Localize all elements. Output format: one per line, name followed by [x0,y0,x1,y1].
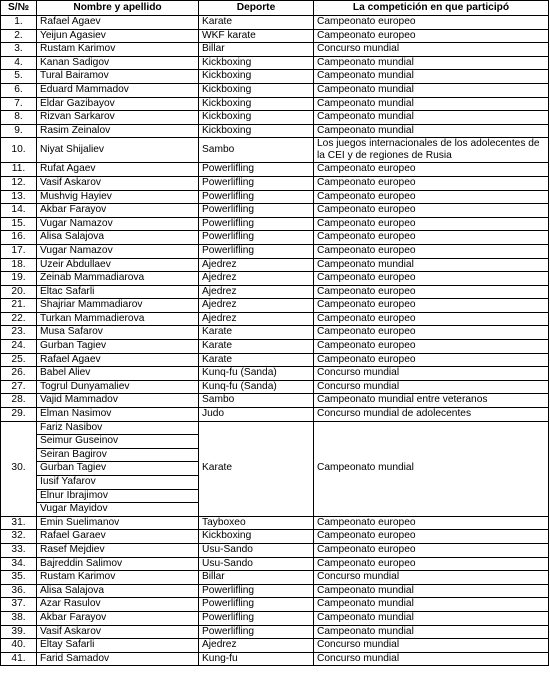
row-name: Turkan Mammadierova [37,312,199,326]
row-competition: Campeonato europeo [314,543,549,557]
row-number: 35. [1,571,37,585]
row-name: Seiran Bagirov [37,448,199,462]
row-sport: Ajedrez [199,258,314,272]
row-sport: Powerlifling [199,190,314,204]
row-competition: Concurso mundial [314,43,549,57]
row-competition: Campeonato europeo [314,516,549,530]
row-competition: Campeonato europeo [314,353,549,367]
row-number: 18. [1,258,37,272]
row-competition: Campeonato mundial [314,111,549,125]
row-number: 20. [1,285,37,299]
table-row [1,516,549,530]
row-sport: WKF karate [199,29,314,43]
row-name: Yeijun Agasiev [37,29,199,43]
row-name: Seimur Guseinov [37,435,199,449]
table-row [1,272,549,286]
row-sport: Kunq-fu (Sanda) [199,367,314,381]
row-name: Babel Aliev [37,367,199,381]
row-competition: Campeonato europeo [314,326,549,340]
row-sport: Kung-fu [199,652,314,666]
row-sport: Kickboxing [199,83,314,97]
row-name: Alisa Salajova [37,584,199,598]
table-row [1,557,549,571]
table-row [1,625,549,639]
table-row [1,584,549,598]
row-competition: Campeonato mundial [314,611,549,625]
row-number: 36. [1,584,37,598]
row-number: 37. [1,598,37,612]
table-row [1,353,549,367]
row-sport: Karate [199,421,314,516]
row-sport: Kickboxing [199,111,314,125]
row-name: Azar Rasulov [37,598,199,612]
row-sport: Ajedrez [199,285,314,299]
row-competition: Campeonato mundial [314,70,549,84]
table-row [1,326,549,340]
row-competition: Campeonato europeo [314,231,549,245]
row-sport: Powerlifling [199,244,314,258]
row-competition: Campeonato europeo [314,16,549,30]
table-row [1,543,549,557]
row-sport: Tayboxeo [199,516,314,530]
table-row [1,367,549,381]
table-row [1,70,549,84]
row-name: Vugar Namazov [37,244,199,258]
table-row [1,394,549,408]
row-number: 32. [1,530,37,544]
row-competition: Campeonato europeo [314,340,549,354]
row-sport: Ajedrez [199,272,314,286]
row-name: Alisa Salajova [37,231,199,245]
row-number: 1. [1,16,37,30]
row-competition: Concurso mundial de adolecentes [314,408,549,422]
table-row [1,380,549,394]
row-name: Eltay Safarli [37,639,199,653]
row-competition: Campeonato mundial [314,598,549,612]
row-number: 29. [1,408,37,422]
header-competition: La competición en que participó [314,1,549,16]
row-competition: Campeonato mundial [314,83,549,97]
row-name: Eduard Mammadov [37,83,199,97]
row-sport: Kickboxing [199,97,314,111]
table-row [1,258,549,272]
row-sport: Powerlifling [199,584,314,598]
row-competition: Campeonato mundial [314,124,549,138]
row-number: 19. [1,272,37,286]
row-number: 28. [1,394,37,408]
row-competition: Campeonato europeo [314,285,549,299]
table-row [1,312,549,326]
row-name: Eltac Safarli [37,285,199,299]
table-row [1,408,549,422]
row-name: Rizvan Sarkarov [37,111,199,125]
row-competition: Campeonato europeo [314,29,549,43]
row-sport: Ajedrez [199,299,314,313]
row-name: Niyat Shijaliev [37,138,199,163]
row-competition: Campeonato mundial [314,56,549,70]
row-name: Eldar Gazibayov [37,97,199,111]
row-number: 10. [1,138,37,163]
row-name: Akbar Farayov [37,204,199,218]
row-name: Rasim Zeinalov [37,124,199,138]
row-name: Farid Samadov [37,652,199,666]
row-competition: Campeonato europeo [314,163,549,177]
row-competition: Concurso mundial [314,571,549,585]
row-name: Rustam Karimov [37,43,199,57]
row-name: Gurban Tagiev [37,340,199,354]
table-row [1,571,549,585]
row-sport: Kickboxing [199,56,314,70]
row-number: 15. [1,217,37,231]
row-number: 17. [1,244,37,258]
table-row [1,598,549,612]
table-body [1,16,549,666]
table-row [1,190,549,204]
row-sport: Karate [199,326,314,340]
row-number: 40. [1,639,37,653]
table-row [1,611,549,625]
row-competition: Campeonato mundial [314,584,549,598]
row-competition: Campeonato europeo [314,299,549,313]
row-sport: Karate [199,353,314,367]
row-number: 6. [1,83,37,97]
row-number: 9. [1,124,37,138]
row-competition: Concurso mundial [314,367,549,381]
row-name: Musa Safarov [37,326,199,340]
row-sport: Billar [199,571,314,585]
row-competition: Campeonato europeo [314,530,549,544]
row-name: Bajreddin Salimov [37,557,199,571]
table-row [1,421,549,435]
header-row [1,1,549,16]
row-number: 39. [1,625,37,639]
row-competition: Campeonato mundial [314,97,549,111]
table-row [1,97,549,111]
row-number: 38. [1,611,37,625]
row-name: Vugar Namazov [37,217,199,231]
row-number: 41. [1,652,37,666]
row-sport: Powerlifling [199,176,314,190]
row-sport: Powerlifling [199,163,314,177]
row-competition: Campeonato mundial [314,625,549,639]
table-row [1,285,549,299]
row-name: Akbar Farayov [37,611,199,625]
table-row [1,124,549,138]
row-sport: Powerlifling [199,217,314,231]
row-number: 21. [1,299,37,313]
row-sport: Ajedrez [199,639,314,653]
table-row [1,244,549,258]
row-number: 12. [1,176,37,190]
row-name: Togrul Dunyamaliev [37,380,199,394]
table-row [1,340,549,354]
row-name: Rafael Agaev [37,353,199,367]
row-number: 13. [1,190,37,204]
row-number: 5. [1,70,37,84]
row-name: Vugar Mayidov [37,503,199,517]
row-number: 33. [1,543,37,557]
row-sport: Kickboxing [199,124,314,138]
header-sport: Deporte [199,1,314,16]
row-number: 11. [1,163,37,177]
row-competition: Campeonato europeo [314,204,549,218]
table-row [1,530,549,544]
row-number: 23. [1,326,37,340]
table-row [1,231,549,245]
row-sport: Usu-Sando [199,543,314,557]
row-number: 24. [1,340,37,354]
table-row [1,16,549,30]
row-competition: Campeonato mundial [314,421,549,516]
row-sport: Powerlifling [199,611,314,625]
table-row [1,56,549,70]
row-competition: Campeonato europeo [314,312,549,326]
table-row [1,299,549,313]
row-name: Fariz Nasibov [37,421,199,435]
row-name: Zeinab Mammadiarova [37,272,199,286]
table-row [1,176,549,190]
table-row [1,652,549,666]
row-competition: Campeonato europeo [314,272,549,286]
header-number: S/№ [1,1,37,16]
row-name: Vasif Askarov [37,176,199,190]
row-number: 22. [1,312,37,326]
row-name: Vajid Mammadov [37,394,199,408]
row-name: Uzeir Abdullaev [37,258,199,272]
row-sport: Judo [199,408,314,422]
row-sport: Kickboxing [199,70,314,84]
row-name: Tural Bairamov [37,70,199,84]
row-name: Emin Suelimanov [37,516,199,530]
row-competition: Campeonato europeo [314,217,549,231]
row-sport: Sambo [199,394,314,408]
row-sport: Usu-Sando [199,557,314,571]
row-name: Elman Nasimov [37,408,199,422]
table-row [1,639,549,653]
table-row [1,138,549,163]
row-number: 34. [1,557,37,571]
row-name: Vasif Askarov [37,625,199,639]
row-number: 14. [1,204,37,218]
row-sport: Powerlifling [199,231,314,245]
row-number: 27. [1,380,37,394]
row-competition: Campeonato europeo [314,244,549,258]
row-number: 25. [1,353,37,367]
row-number: 4. [1,56,37,70]
row-number: 16. [1,231,37,245]
row-competition: Campeonato europeo [314,557,549,571]
row-number: 30. [1,421,37,516]
row-name: Shajriar Mammadiarov [37,299,199,313]
table-row [1,43,549,57]
table-row [1,83,549,97]
row-sport: Karate [199,16,314,30]
row-number: 8. [1,111,37,125]
row-competition: Campeonato europeo [314,190,549,204]
row-sport: Sambo [199,138,314,163]
row-sport: Powerlifling [199,625,314,639]
row-name: Rufat Agaev [37,163,199,177]
row-sport: Kunq-fu (Sanda) [199,380,314,394]
row-name: Elnur Ibrajimov [37,489,199,503]
header-name: Nombre y apellido [37,1,199,16]
row-competition: Campeonato europeo [314,176,549,190]
row-name: Iusif Yafarov [37,476,199,490]
row-number: 7. [1,97,37,111]
row-number: 26. [1,367,37,381]
row-number: 31. [1,516,37,530]
table-row [1,163,549,177]
row-competition: Campeonato mundial entre veteranos [314,394,549,408]
row-sport: Powerlifling [199,598,314,612]
row-competition: Campeonato mundial [314,258,549,272]
row-sport: Ajedrez [199,312,314,326]
row-competition: Concurso mundial [314,639,549,653]
row-sport: Karate [199,340,314,354]
row-competition: Concurso mundial [314,652,549,666]
row-number: 3. [1,43,37,57]
table-row [1,217,549,231]
row-name: Mushvig Hayiev [37,190,199,204]
row-sport: Kickboxing [199,530,314,544]
row-competition: Concurso mundial [314,380,549,394]
row-name: Kanan Sadigov [37,56,199,70]
row-name: Rafael Agaev [37,16,199,30]
row-name: Rasef Mejdiev [37,543,199,557]
row-sport: Powerlifling [199,204,314,218]
row-name: Rustam Karimov [37,571,199,585]
row-sport: Billar [199,43,314,57]
row-name: Rafael Garaev [37,530,199,544]
table-row [1,29,549,43]
row-name: Gurban Tagiev [37,462,199,476]
table-row [1,111,549,125]
table-row [1,204,549,218]
row-number: 2. [1,29,37,43]
row-competition: Los juegos internacionales de los adolecentes de la CEI y de regiones de Rusia [314,138,549,163]
